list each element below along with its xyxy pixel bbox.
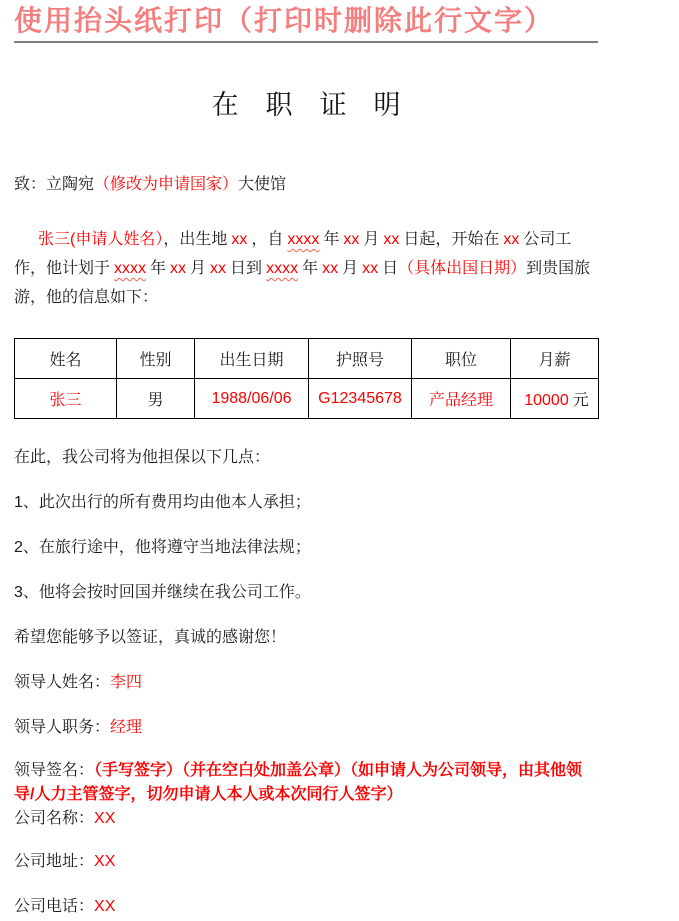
text-segment: 日到 (230, 260, 263, 277)
text-segment: 到贵国旅游，他的信息如下： (14, 260, 591, 306)
text-segment: 男 (147, 392, 164, 409)
company-address-value: XX (94, 853, 116, 870)
text-segment: ，出生地 (163, 231, 228, 248)
company-name-value: XX (94, 810, 116, 827)
company-phone-line (14, 893, 598, 921)
table-cell (117, 379, 195, 419)
text-segment: 大使馆 (238, 176, 287, 193)
leader-name-line (14, 669, 598, 697)
text-segment: xx (362, 260, 379, 277)
document-page (14, 0, 598, 921)
text-segment: 年 (323, 231, 340, 248)
table-data-row (15, 379, 599, 419)
text-segment: xx (210, 260, 227, 277)
signature-label: 领导签名： (14, 762, 95, 779)
text-segment: 张三 (49, 392, 82, 409)
table-header-cell: 职位 (412, 339, 511, 379)
document-title: 在 职 证 明 (211, 90, 401, 120)
table-header-row (15, 339, 599, 379)
print-notice: 使用抬头纸打印（打印时删除此行文字） (14, 6, 555, 37)
signature-instructions: （手写签字）（并在空白处加盖公章）（如申请人为公司领导，由其他领导/人力主管签字，切勿申请人本人或本次同行人签字） (14, 762, 583, 803)
table-cell (412, 379, 511, 419)
company-name-line (14, 807, 598, 831)
intro-paragraph (14, 225, 598, 312)
text-segment: 月 (363, 231, 380, 248)
text-segment: 张三(申请人姓名） (38, 231, 164, 248)
closing-line: 希望您能够予以签证，真诚的感谢您！ (14, 629, 287, 646)
text-segment: xx (343, 231, 360, 248)
text-segment: 年 (150, 260, 167, 277)
table-header-cell: 性别 (117, 339, 195, 379)
text-segment: 月 (342, 260, 359, 277)
text-segment: 10000 (524, 392, 569, 409)
text-segment: xxxx (287, 231, 320, 248)
table-cell (309, 379, 412, 419)
table-cell (15, 379, 117, 419)
employee-info-table (14, 338, 599, 419)
text-segment: xx (322, 260, 339, 277)
text-segment: 致：立陶宛 (14, 176, 95, 193)
text-segment: G12345678 (318, 389, 402, 407)
text-segment: （修改为申请国家） (94, 176, 239, 193)
guarantee-lead: 在此，我公司将为他担保以下几点： (14, 449, 271, 466)
guarantee-item-3: 3、他将会按时回国并继续在我公司工作。 (14, 584, 311, 601)
signature-line (14, 759, 598, 807)
table-header-cell: 月薪 (511, 339, 599, 379)
guarantee-item-2: 2、在旅行途中，他将遵守当地法律法规； (14, 539, 311, 556)
leader-title-value: 经理 (110, 719, 143, 736)
text-segment: 月 (190, 260, 207, 277)
company-phone-label: 公司电话： (14, 898, 95, 915)
table-header-cell: 出生日期 (195, 339, 309, 379)
leader-name-value: 李四 (110, 674, 143, 691)
leader-name-label: 领导人姓名： (14, 674, 111, 691)
table-header-cell: 护照号 (309, 339, 412, 379)
text-segment: xxxx (114, 260, 147, 277)
leader-title-label: 领导人职务： (14, 719, 111, 736)
header-divider (14, 41, 598, 43)
text-segment: （具体出国日期） (398, 260, 527, 277)
table-cell (511, 379, 599, 419)
text-segment: xxxx (266, 260, 299, 277)
text-segment: 公司工作，他计划于 (14, 231, 572, 277)
salutation-line (14, 171, 598, 199)
company-name-label: 公司名称： (14, 810, 95, 827)
text-segment: 元 (572, 392, 589, 409)
text-segment: 日起，开始在 (403, 231, 500, 248)
text-segment: 年 (302, 260, 319, 277)
company-address-label: 公司地址： (14, 853, 95, 870)
text-segment: xx (170, 260, 187, 277)
table-cell (195, 379, 309, 419)
table-header-cell: 姓名 (15, 339, 117, 379)
leader-title-line (14, 714, 598, 742)
company-phone-value: XX (94, 898, 116, 915)
text-segment: 1988/06/06 (211, 389, 292, 407)
text-segment: xx (383, 231, 400, 248)
signature-block (14, 759, 598, 831)
company-address-line (14, 848, 598, 876)
guarantee-item-1: 1、此次出行的所有费用均由他本人承担； (14, 494, 311, 511)
text-segment: 产品经理 (428, 392, 493, 409)
text-segment: xx (231, 231, 248, 248)
text-segment: xx (503, 231, 520, 248)
text-segment: 日 (382, 260, 399, 277)
text-segment: ，自 (251, 231, 284, 248)
